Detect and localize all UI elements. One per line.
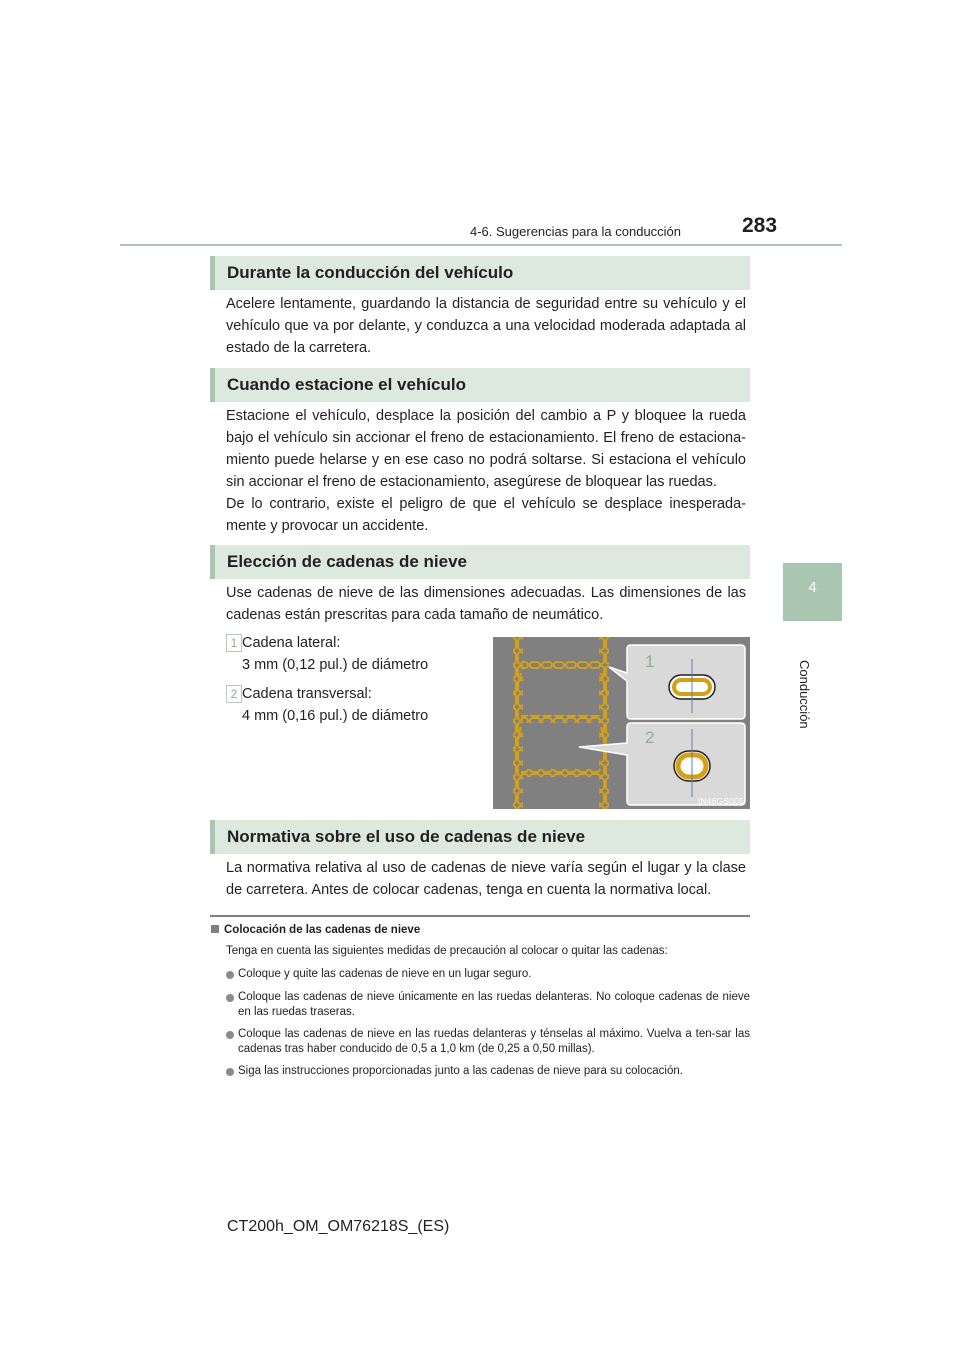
section-heading-driving bbox=[210, 256, 750, 290]
section-title: 4-6. Sugerencias para la conducción bbox=[470, 224, 682, 239]
cross-chain bbox=[521, 661, 601, 669]
section-heading-text: Cuando estacione el vehículo bbox=[227, 375, 467, 394]
note-bullet: Coloque y quite las cadenas de nieve en un lugar seguro. bbox=[226, 967, 750, 982]
item-detail: 4 mm (0,16 pul.) de diámetro bbox=[242, 708, 429, 724]
chapter-number: 4 bbox=[808, 579, 817, 596]
paragraph-regulations: La normativa relativa al uso de cadenas de nieve varía según el lugar y la clase de carretera. Antes de colocar cadenas, tenga en cuenta la normativa local. bbox=[226, 860, 746, 898]
cross-chain bbox=[521, 769, 601, 777]
paragraph-driving: Acelere lentamente, guardando la distancia de seguridad entre su vehículo y el vehículo que va por delante, y conduzca a una velocidad moderada adaptada al estado de la carretera. bbox=[226, 296, 746, 356]
section-heading-text: Durante la conducción del vehículo bbox=[227, 263, 514, 282]
note-bullet: Coloque las cadenas de nieve únicamente en las ruedas delanteras. No coloque cadenas de nieve en las ruedas traseras. bbox=[226, 990, 750, 1020]
square-bullet-icon bbox=[211, 925, 219, 933]
paragraph-parking-warning: De lo contrario, existe el peligro de que el vehículo se desplace inesperada-mente y provocar un accidente. bbox=[226, 496, 746, 534]
note-bullet: Coloque las cadenas de nieve en las ruedas delanteras y ténselas al máximo. Vuelva a ten-sar las cadenas tras haber conducido de 0,5 a 1,0 km (de 0,25 a 0,50 millas). bbox=[226, 1027, 750, 1057]
list-item bbox=[226, 683, 429, 724]
document-code: CT200h_OM_OM76218S_(ES) bbox=[227, 1218, 450, 1235]
paragraph-parking: Estacione el vehículo, desplace la posición del cambio a P y bloquee la rueda bajo el vehículo sin accionar el freno de estacionamiento. El freno de estaciona-miento puede helarse y en ese caso no podrá soltarse. Si estaciona el vehículo sin accionar el freno de estacionamiento, asegúrese de bloquear las ruedas. bbox=[226, 408, 746, 490]
list-item bbox=[226, 632, 429, 673]
section-heading-parking bbox=[210, 368, 750, 402]
section-heading-regulations bbox=[210, 820, 750, 854]
chain-drawing bbox=[493, 637, 750, 809]
paragraph-chain-choice: Use cadenas de nieve de las dimensiones adecuadas. Las dimensiones de las cadenas están prescritas para cada tamaño de neumático. bbox=[226, 585, 746, 623]
item-title: Cadena transversal: bbox=[242, 686, 372, 702]
callout-number-1: 1 bbox=[645, 652, 655, 671]
section-heading-chain-choice bbox=[210, 545, 750, 579]
item-detail: 3 mm (0,12 pul.) de diámetro bbox=[242, 657, 429, 673]
snow-chain-illustration bbox=[493, 637, 750, 809]
item-number: 1 bbox=[226, 634, 242, 652]
callout-number-2: 2 bbox=[645, 728, 655, 747]
note-title bbox=[211, 924, 420, 936]
figure-code: IN46GS005 bbox=[697, 796, 744, 806]
note-intro: Tenga en cuenta las siguientes medidas de precaución al colocar o quitar las cadenas: bbox=[226, 945, 668, 957]
chapter-tab[interactable] bbox=[783, 563, 842, 621]
item-title: Cadena lateral: bbox=[242, 635, 341, 651]
item-number: 2 bbox=[226, 685, 242, 703]
section-heading-text: Elección de cadenas de nieve bbox=[227, 552, 468, 571]
chapter-label: Conducción bbox=[797, 660, 812, 729]
section-heading-text: Normativa sobre el uso de cadenas de nieve bbox=[227, 827, 586, 846]
cross-chain bbox=[521, 715, 601, 723]
page-number: 283 bbox=[742, 214, 778, 237]
note-title-text: Colocación de las cadenas de nieve bbox=[224, 924, 421, 936]
header-divider bbox=[120, 244, 842, 246]
notes-divider bbox=[210, 915, 750, 917]
note-bullet: Siga las instrucciones proporcionadas junto a las cadenas de nieve para su colocación. bbox=[226, 1064, 750, 1079]
